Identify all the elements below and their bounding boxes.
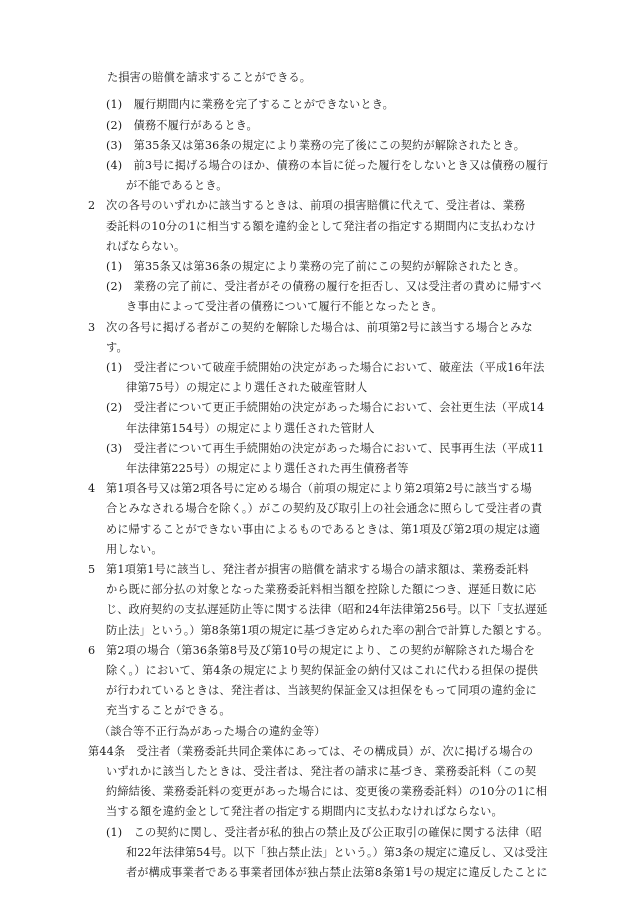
text-line: 第2項の場合（第36条第8号及び第10号の規定により、この契約が解除された場合を (106, 644, 536, 657)
article-heading: 第44条 受注者（業務委託共同企業体にあっては、その構成員）が、次に掲げる場合の (88, 745, 534, 758)
text-line: 充当することができる。 (106, 704, 231, 717)
text-line: (2) 受注者について更正手続開始の決定があった場合において、会社更生法（平成14 (106, 401, 545, 414)
text-line: 年法律第225号）の規定により選任された再生債務者等 (126, 462, 409, 475)
text-line: から既に部分払の対象となった業務委託料相当額を控除した額につき、遅延日数に応 (106, 583, 537, 596)
text-line: が行われているときは、発注者は、当該契約保証金又は担保をもって同項の違約金に (106, 684, 537, 697)
text-line: 用しない。 (106, 543, 163, 556)
text-line: (1) 第35条又は第36条の規定により業務の完了前にこの契約が解除されたとき。 (106, 260, 526, 273)
text-line: 合とみなされる場合を除く。）がこの契約及び取引上の社会通念に照らして受注者の責 (106, 502, 543, 515)
text-line: (4) 前3号に掲げる場合のほか、債務の本旨に従った履行をしないとき又は債務の履行 (106, 159, 549, 172)
text-line: ればならない。 (106, 240, 186, 253)
text-line: (2) 債務不履行があるとき。 (106, 119, 258, 132)
text-line: 第1項各号又は第2項各号に定める場合（前項の規定により第2項第2号に該当する場 (106, 482, 532, 495)
text-line: が不能であるとき。 (126, 179, 228, 192)
text-line: 第1項第1号に該当し、発注者が損害の賠償を請求する場合の請求額は、業務委託料 (106, 563, 529, 576)
text-line: 約締結後、業務委託料の変更があった場合には、変更後の業務委託料）の10分の1に相 (106, 785, 548, 798)
text-line: (2) 業務の完了前に、受注者がその債務の履行を拒否し、又は受注者の責めに帰すべ (106, 280, 542, 293)
text-line: (1) 受注者について破産手続開始の決定があった場合において、破産法（平成16年法 (106, 361, 545, 374)
text-line: 当する額を違約金として発注者の指定する期間内に支払わなければならない。 (106, 805, 503, 818)
text-line: 年法律第154号）の規定により選任された管財人 (126, 422, 375, 435)
text-line: じ、政府契約の支払遅延防止等に関する法律（昭和24年法律第256号。以下「支払遅延 (106, 603, 548, 616)
paragraph-number: 2 (88, 199, 96, 212)
paragraph-number: 6 (88, 644, 96, 657)
text-line: (1) この契約に関し、受注者が私的独占の禁止及び公正取引の確保に関する法律（昭 (106, 826, 542, 839)
text-line: 次の各号のいずれかに該当するときは、前項の損害賠償に代えて、受注者は、業務 (106, 199, 526, 212)
text-line: 委託料の10分の1に相当する額を違約金として発注者の指定する期間内に支払わなけ (106, 220, 536, 233)
text-line: 者が構成事業者である事業者団体が独占禁止法第8条第1号の規定に違反したことに (126, 866, 548, 879)
text-line: (3) 受注者について再生手続開始の決定があった場合において、民事再生法（平成11 (106, 442, 545, 455)
text-line: めに帰することができない事由によるものであるときは、第1項及び第2項の規定は適 (106, 523, 541, 536)
paragraph-number: 5 (88, 563, 96, 576)
text-line: (1) 履行期間内に業務を完了することができないとき。 (106, 98, 394, 111)
text-line: 防止法」という。）第8条第1項の規定に基づき定められた率の割合で計算した額とする。 (106, 624, 549, 637)
text-line: 除く。）において、第4条の規定により契約保証金の納付又はこれに代わる担保の提供 (106, 664, 539, 677)
text-line: (3) 第35条又は第36条の規定により業務の完了後にこの契約が解除されたとき。 (106, 139, 526, 152)
text-line: 和22年法律第54号。以下「独占禁止法」という。）第3条の規定に違反し、又は受注 (126, 846, 548, 859)
text-line: 次の各号に掲げる者がこの契約を解除した場合は、前項第2号に該当する場合とみな (106, 321, 533, 334)
text-line: 律第75号）の規定により選任された破産管財人 (126, 381, 368, 394)
text-line: いずれかに該当したときは、受注者は、発注者の請求に基づき、業務委託料（この契 (106, 765, 537, 778)
text-line: す。 (106, 341, 128, 354)
text-line: き事由によって受注者の債務について履行不能となったとき。 (126, 300, 443, 313)
text-line: た損害の賠償を請求することができる。 (107, 71, 312, 84)
section-heading: （談合等不正行為があった場合の違約金等） (99, 725, 326, 738)
paragraph-number: 3 (88, 321, 96, 334)
paragraph-number: 4 (88, 482, 96, 495)
